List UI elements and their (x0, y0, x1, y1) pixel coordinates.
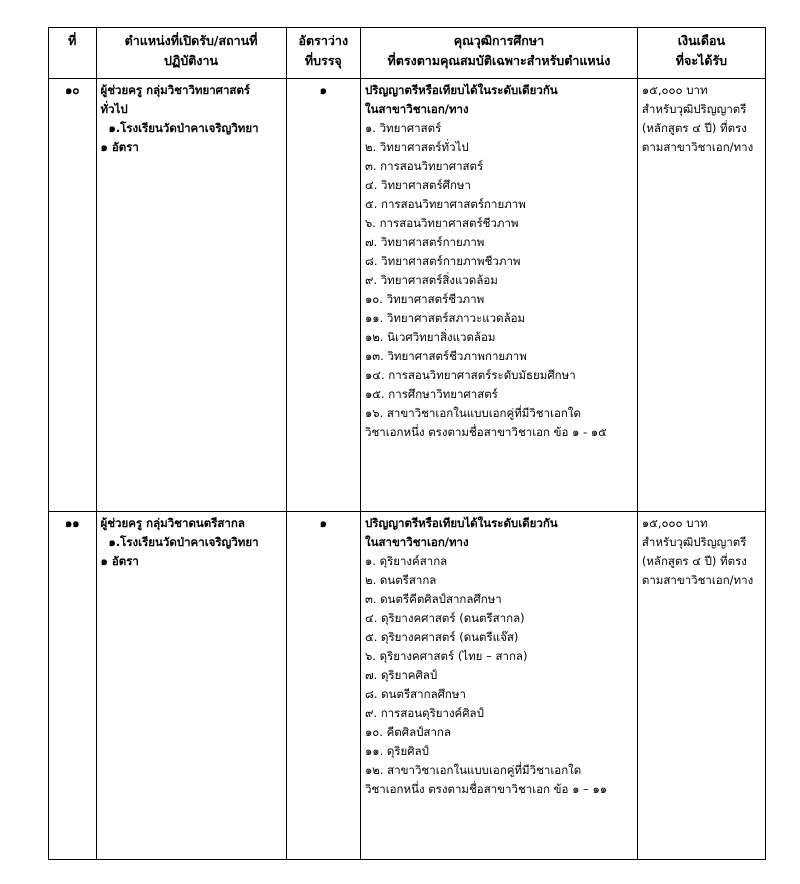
qual-item: ๑๓. วิทยาศาสตร์ชีวภาพกายภาพ (364, 349, 527, 363)
qual-item-last: ๑๒. สาขาวิชาเอกในแบบเอกคู่ที่มีวิชาเอกใด (364, 763, 582, 777)
qual-heading: ปริญญาตรีหรือเทียบได้ในระดับเดียวกัน (364, 516, 558, 530)
qual-item: ๑๕. การศึกษาวิทยาศาสตร์ (364, 387, 498, 401)
qual-item-last: ๑๖. สาขาวิชาเอกในแบบเอกคู่ที่มีวิชาเอกใด (364, 406, 581, 420)
header-position-line1: ตำแหน่งที่เปิดรับ/สถานที่ (124, 33, 258, 48)
qual-item: ๒. วิทยาศาสตร์ทั่วไป (364, 140, 469, 154)
qual-item: ๖. การสอนวิทยาศาสตร์ชีวภาพ (364, 216, 519, 230)
positions-table (48, 27, 766, 860)
salary-note: ตามสาขาวิชาเอก/ทาง (641, 140, 754, 154)
qual-item: ๓. ดนตรีคีตศิลป์สากลศึกษา (364, 592, 502, 606)
qual-item: ๓. การสอนวิทยาศาสตร์ (364, 159, 484, 173)
table-body (49, 79, 766, 860)
table-row (49, 512, 766, 860)
school-name: ๑.โรงเรียนวัดป่าคาเจริญวิทยา (108, 535, 259, 549)
salary-note: สำหรับวุฒิปริญญาตรี (641, 102, 747, 116)
salary-note: (หลักสูตร ๔ ปี) ที่ตรง (641, 121, 747, 135)
qual-heading: ปริญญาตรีหรือเทียบได้ในระดับเดียวกัน (364, 83, 558, 97)
qualification-cell (360, 512, 637, 860)
position-title: ผู้ช่วยครู กลุ่มวิชาวิทยาศาสตร์ (100, 83, 251, 97)
header-qual-line1: คุณวุฒิการศึกษา (453, 33, 545, 48)
qual-item: ๑๐. วิทยาศาสตร์ชีวภาพ (364, 292, 485, 306)
table-header (49, 28, 766, 79)
row-number-cell (49, 79, 97, 512)
qual-item: ๑๑. ดุริยศิลป์ (364, 744, 429, 758)
table-row (49, 79, 766, 512)
qual-heading-continued: ในสาขาวิชาเอก/ทาง (364, 535, 469, 549)
qual-item: ๙. วิทยาศาสตร์สิ่งแวดล้อม (364, 273, 498, 287)
salary-cell (637, 512, 765, 860)
position-cell (96, 79, 286, 512)
header-salary-line2: ที่จะได้รับ (675, 53, 728, 68)
row-number: ๑๑ (64, 516, 80, 530)
qual-item: ๔. วิทยาศาสตร์ศึกษา (364, 178, 471, 192)
qual-item-last-continued: วิชาเอกหนึ่ง ตรงตามชื่อสาขาวิชาเอก ข้อ ๑ - ๑๕ (364, 425, 607, 439)
header-qualification (360, 28, 637, 79)
qual-heading-continued: ในสาขาวิชาเอก/ทาง (364, 102, 469, 116)
header-row (49, 28, 766, 79)
header-no (49, 28, 97, 79)
header-rate-line2: ที่บรรจุ (304, 53, 342, 68)
salary-note: สำหรับวุฒิปริญญาตรี (641, 535, 747, 549)
header-rate (286, 28, 360, 79)
salary-note: (หลักสูตร ๔ ปี) ที่ตรง (641, 554, 747, 568)
qual-item: ๕. ดุริยางคศาสตร์ (ดนตรีแจ๊ส) (364, 630, 519, 644)
position-count: ๑ อัตรา (100, 554, 139, 568)
position-title: ผู้ช่วยครู กลุ่มวิชาดนตรีสากล (100, 516, 245, 530)
qual-item: ๕. การสอนวิทยาศาสตร์กายภาพ (364, 197, 526, 211)
rate-cell (286, 79, 360, 512)
qualification-cell (360, 79, 637, 512)
qual-item: ๒. ดนตรีสากล (364, 573, 437, 587)
position-title-continued: ทั่วไป (100, 102, 128, 116)
header-position (96, 28, 286, 79)
rate-value: ๑ (319, 516, 327, 530)
salary-amount: ๑๕,๐๐๐ บาท (641, 516, 708, 530)
position-count: ๑ อัตรา (100, 140, 139, 154)
qual-item: ๑๑. วิทยาศาสตร์สภาวะแวดล้อม (364, 311, 526, 325)
qual-item: ๑. วิทยาศาสตร์ (364, 121, 442, 135)
qual-item: ๗. วิทยาศาสตร์กายภาพ (364, 235, 485, 249)
qual-item: ๖. ดุริยางคศาสตร์ (ไทย – สากล) (364, 649, 528, 663)
salary-amount: ๑๕,๐๐๐ บาท (641, 83, 708, 97)
salary-note: ตามสาขาวิชาเอก/ทาง (641, 573, 754, 587)
qual-item: ๑. ดุริยางค์สากล (364, 554, 448, 568)
qual-item: ๔. ดุริยางคศาสตร์ (ดนตรีสากล) (364, 611, 525, 625)
header-no-label: ที่ (68, 33, 77, 48)
salary-cell (637, 79, 765, 512)
qual-item: ๑๔. การสอนวิทยาศาสตร์ระดับมัธยมศึกษา (364, 368, 576, 382)
qual-item: ๗. ดุริยาคศิลป์ (364, 668, 438, 682)
row-number-cell (49, 512, 97, 860)
header-salary (637, 28, 765, 79)
rate-value: ๑ (319, 83, 327, 97)
rate-cell (286, 512, 360, 860)
qual-item: ๑๐. คีตศิลป์สากล (364, 725, 451, 739)
header-position-line2: ปฏิบัติงาน (164, 53, 219, 68)
position-cell (96, 512, 286, 860)
qual-item: ๑๒. นิเวศวิทยาสิ่งแวดล้อม (364, 330, 496, 344)
qual-item: ๘. วิทยาศาสตร์กายภาพชีวภาพ (364, 254, 521, 268)
qual-item: ๘. ดนตรีสากลศึกษา (364, 687, 466, 701)
header-qual-line2: ที่ตรงตามคุณสมบัติเฉพาะสำหรับตำแหน่ง (387, 53, 611, 68)
header-salary-line1: เงินเดือน (677, 33, 726, 48)
header-rate-line1: อัตราว่าง (298, 33, 349, 48)
row-number: ๑๐ (65, 83, 80, 97)
qual-item: ๙. การสอนดุริยางค์ศิลป์ (364, 706, 484, 720)
school-name: ๑.โรงเรียนวัดป่าคาเจริญวิทยา (108, 121, 259, 135)
qual-item-last-continued: วิชาเอกหนึ่ง ตรงตามชื่อสาขาวิชาเอก ข้อ ๑ – ๑๑ (364, 782, 608, 796)
